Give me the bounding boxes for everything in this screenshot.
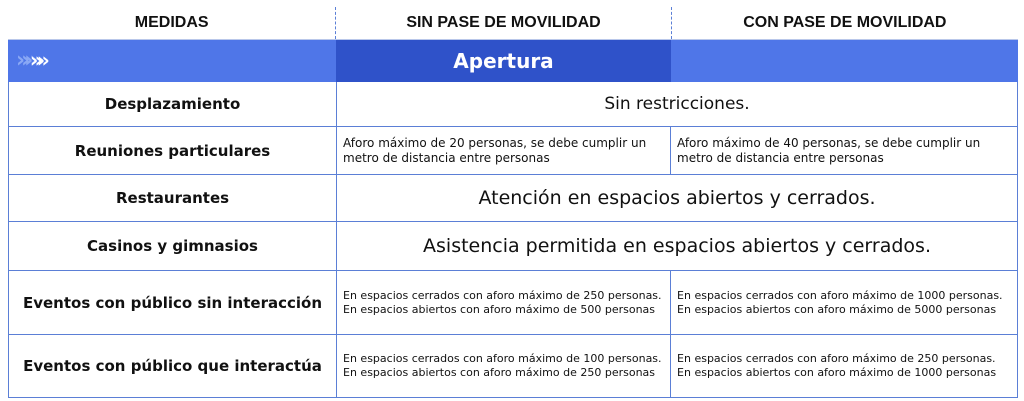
row-value-sin [337,271,671,334]
table-row [9,82,1017,127]
row-label: Eventos con público que interactúa [9,335,337,397]
row-value-sin: Aforo máximo de 20 personas, se debe cumplir un metro de distancia entre personas [337,127,671,174]
row-value-line: En espacios abiertos con aforo máximo de 5000 personas [677,302,997,316]
phase-banner [8,40,1018,82]
row-value-line: En espacios cerrados con aforo máximo de 250 personas. [677,352,996,365]
row-value-con: Aforo máximo de 40 personas, se debe cumplir un metro de distancia entre personas [677,135,981,165]
row-value-con [671,271,1017,334]
row-value-both: Sin restricciones. [604,94,750,114]
table-row [9,335,1017,398]
table-row [9,271,1017,335]
phase-banner-left [8,40,336,82]
phase-banner-right [671,40,1018,82]
table-body [8,82,1018,398]
row-label: Desplazamiento [9,82,337,126]
row-label: Casinos y gimnasios [9,222,337,270]
table-header [8,7,1018,40]
header-con-pase: CON PASE DE MOVILIDAD [743,14,947,31]
phase-title: Apertura [453,49,554,73]
header-medidas: MEDIDAS [8,7,336,39]
row-value-sin [337,335,671,397]
row-value-con [671,335,1017,397]
header-sin-pase: SIN PASE DE MOVILIDAD [336,7,671,39]
measures-table [8,7,1018,398]
chevrons-icon: »» [30,48,44,72]
row-value-both: Atención en espacios abiertos y cerrados. [478,187,876,209]
row-value-line: En espacios cerrados con aforo máximo de 1000 personas. [677,288,1003,302]
phase-banner-center [30,40,671,82]
table-row [9,127,1017,175]
row-value-line: En espacios cerrados con aforo máximo de 100 personas. [343,352,662,365]
row-value-line: En espacios abiertos con aforo máximo de 500 personas [343,302,656,316]
row-label: Reuniones particulares [9,127,337,174]
row-value-line: En espacios abiertos con aforo máximo de 1000 personas [677,366,997,379]
row-label: Eventos con público sin interacción [9,271,337,334]
table-row [9,175,1017,222]
chevrons-icon: »» [16,48,33,73]
row-value-both: Asistencia permitida en espacios abiertos y cerrados. [423,235,931,257]
row-value-line: En espacios cerrados con aforo máximo de 250 personas. [343,288,662,302]
row-label: Restaurantes [9,175,337,221]
table-row [9,222,1017,271]
row-value-line: En espacios abiertos con aforo máximo de 250 personas [343,366,656,379]
